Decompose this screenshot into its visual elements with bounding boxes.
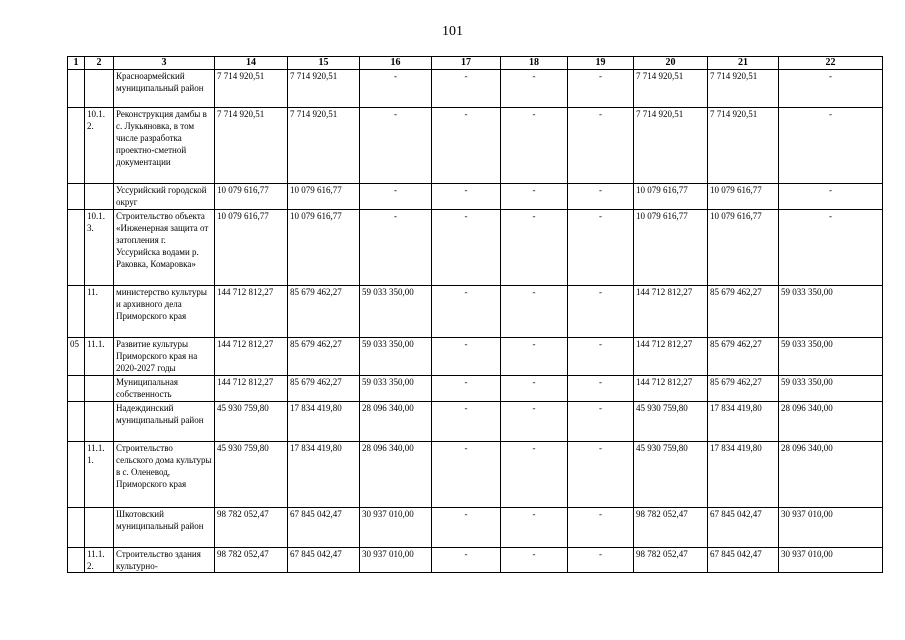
value-col-18: - — [501, 548, 568, 573]
value-col-21: 67 845 042,47 — [708, 548, 779, 573]
value-col-18: - — [501, 338, 568, 376]
column-header: 22 — [779, 57, 883, 70]
value-col-17: - — [432, 108, 501, 184]
value-col-22: 30 937 010,00 — [779, 548, 883, 573]
table-header — [68, 57, 883, 70]
value-col-22: - — [779, 108, 883, 184]
value-col-14: 45 930 759,80 — [215, 442, 288, 508]
table-row — [68, 402, 883, 442]
value-col-21: 10 079 616,77 — [708, 210, 779, 286]
table-row — [68, 108, 883, 184]
value-col-19: - — [568, 108, 634, 184]
column-header: 14 — [215, 57, 288, 70]
value-col-17: - — [432, 442, 501, 508]
value-col-17: - — [432, 402, 501, 442]
value-col-19: - — [568, 70, 634, 108]
value-col-18: - — [501, 70, 568, 108]
value-col-20: 10 079 616,77 — [634, 210, 708, 286]
value-col-19: - — [568, 210, 634, 286]
value-col-17: - — [432, 184, 501, 210]
value-col-17: - — [432, 376, 501, 402]
value-col-15: 67 845 042,47 — [288, 508, 360, 548]
value-col-22: 28 096 340,00 — [779, 402, 883, 442]
row-name-cell: Уссурийский городской округ — [114, 184, 215, 210]
value-col-15: 67 845 042,47 — [288, 548, 360, 573]
table-row — [68, 286, 883, 338]
row-code-cell — [68, 210, 85, 286]
value-col-17: - — [432, 70, 501, 108]
value-col-15: 85 679 462,27 — [288, 338, 360, 376]
column-header: 20 — [634, 57, 708, 70]
value-col-21: 85 679 462,27 — [708, 286, 779, 338]
row-code-cell: 05 — [68, 338, 85, 376]
row-number-cell — [85, 70, 114, 108]
value-col-21: 7 714 920,51 — [708, 70, 779, 108]
value-col-17: - — [432, 338, 501, 376]
table-row — [68, 508, 883, 548]
value-col-20: 7 714 920,51 — [634, 70, 708, 108]
value-col-20: 7 714 920,51 — [634, 108, 708, 184]
budget-table — [67, 56, 883, 573]
value-col-19: - — [568, 376, 634, 402]
row-name-cell: Развитие культуры Приморского края на 2020-2027 годы — [114, 338, 215, 376]
value-col-18: - — [501, 508, 568, 548]
column-header: 3 — [114, 57, 215, 70]
value-col-22: - — [779, 210, 883, 286]
value-col-20: 98 782 052,47 — [634, 548, 708, 573]
column-header: 2 — [85, 57, 114, 70]
value-col-21: 85 679 462,27 — [708, 338, 779, 376]
table-row — [68, 442, 883, 508]
value-col-16: 59 033 350,00 — [360, 286, 432, 338]
value-col-21: 17 834 419,80 — [708, 402, 779, 442]
row-number-cell: 10.1.3. — [85, 210, 114, 286]
value-col-20: 144 712 812,27 — [634, 376, 708, 402]
value-col-21: 85 679 462,27 — [708, 376, 779, 402]
row-number-cell: 11.1. — [85, 338, 114, 376]
value-col-22: 59 033 350,00 — [779, 338, 883, 376]
table-row — [68, 338, 883, 376]
row-code-cell — [68, 548, 85, 573]
value-col-14: 144 712 812,27 — [215, 286, 288, 338]
value-col-17: - — [432, 210, 501, 286]
row-number-cell: 11.1.2. — [85, 548, 114, 573]
value-col-15: 10 079 616,77 — [288, 210, 360, 286]
row-name-cell: Строительство сельского дома культуры в с. Оленевод, Приморского края — [114, 442, 215, 508]
value-col-16: 59 033 350,00 — [360, 376, 432, 402]
value-col-15: 7 714 920,51 — [288, 108, 360, 184]
row-number-cell — [85, 402, 114, 442]
value-col-18: - — [501, 442, 568, 508]
value-col-22: - — [779, 70, 883, 108]
value-col-18: - — [501, 108, 568, 184]
table-row — [68, 184, 883, 210]
value-col-18: - — [501, 402, 568, 442]
row-name-cell: Строительство здания культурно- — [114, 548, 215, 573]
table-body — [68, 70, 883, 573]
table-row — [68, 548, 883, 573]
value-col-22: 59 033 350,00 — [779, 286, 883, 338]
row-code-cell — [68, 108, 85, 184]
value-col-22: 59 033 350,00 — [779, 376, 883, 402]
value-col-20: 45 930 759,80 — [634, 442, 708, 508]
value-col-14: 144 712 812,27 — [215, 376, 288, 402]
value-col-19: - — [568, 286, 634, 338]
column-header: 15 — [288, 57, 360, 70]
table-row — [68, 210, 883, 286]
value-col-21: 17 834 419,80 — [708, 442, 779, 508]
value-col-14: 98 782 052,47 — [215, 508, 288, 548]
value-col-19: - — [568, 508, 634, 548]
row-number-cell: 11.1.1. — [85, 442, 114, 508]
row-code-cell — [68, 376, 85, 402]
value-col-20: 45 930 759,80 — [634, 402, 708, 442]
value-col-19: - — [568, 402, 634, 442]
value-col-20: 144 712 812,27 — [634, 286, 708, 338]
value-col-17: - — [432, 548, 501, 573]
value-col-14: 7 714 920,51 — [215, 108, 288, 184]
table-row — [68, 376, 883, 402]
row-name-cell: Надеждинский муниципальный район — [114, 402, 215, 442]
value-col-15: 17 834 419,80 — [288, 442, 360, 508]
value-col-16: - — [360, 70, 432, 108]
column-header: 1 — [68, 57, 85, 70]
value-col-14: 7 714 920,51 — [215, 70, 288, 108]
value-col-14: 10 079 616,77 — [215, 210, 288, 286]
value-col-18: - — [501, 184, 568, 210]
row-number-cell: 11. — [85, 286, 114, 338]
value-col-16: 59 033 350,00 — [360, 338, 432, 376]
value-col-16: 30 937 010,00 — [360, 548, 432, 573]
value-col-16: 28 096 340,00 — [360, 442, 432, 508]
row-code-cell — [68, 286, 85, 338]
value-col-22: - — [779, 184, 883, 210]
row-name-cell: Реконструкция дамбы в с. Лукьяновка, в том числе разработка проектно-сметной документации — [114, 108, 215, 184]
table-row — [68, 70, 883, 108]
value-col-21: 67 845 042,47 — [708, 508, 779, 548]
value-col-19: - — [568, 338, 634, 376]
value-col-15: 7 714 920,51 — [288, 70, 360, 108]
value-col-18: - — [501, 210, 568, 286]
row-code-cell — [68, 70, 85, 108]
value-col-19: - — [568, 184, 634, 210]
row-code-cell — [68, 184, 85, 210]
value-col-14: 45 930 759,80 — [215, 402, 288, 442]
row-code-cell — [68, 402, 85, 442]
row-number-cell — [85, 376, 114, 402]
row-number-cell: 10.1.2. — [85, 108, 114, 184]
page-number: 101 — [442, 24, 463, 39]
value-col-17: - — [432, 508, 501, 548]
value-col-22: 30 937 010,00 — [779, 508, 883, 548]
row-name-cell: Строительство объекта «Инженерная защита от затопления г. Уссурийска водами р. Раковка, Комаровка» — [114, 210, 215, 286]
value-col-15: 10 079 616,77 — [288, 184, 360, 210]
value-col-21: 7 714 920,51 — [708, 108, 779, 184]
value-col-14: 10 079 616,77 — [215, 184, 288, 210]
row-code-cell — [68, 508, 85, 548]
value-col-16: 30 937 010,00 — [360, 508, 432, 548]
column-header: 19 — [568, 57, 634, 70]
column-header: 21 — [708, 57, 779, 70]
value-col-16: - — [360, 184, 432, 210]
value-col-17: - — [432, 286, 501, 338]
value-col-20: 98 782 052,47 — [634, 508, 708, 548]
value-col-16: - — [360, 210, 432, 286]
row-name-cell: Муниципальная собственность — [114, 376, 215, 402]
value-col-19: - — [568, 548, 634, 573]
value-col-15: 85 679 462,27 — [288, 376, 360, 402]
value-col-14: 98 782 052,47 — [215, 548, 288, 573]
value-col-18: - — [501, 286, 568, 338]
row-name-cell: Шкотовский муниципальный район — [114, 508, 215, 548]
value-col-21: 10 079 616,77 — [708, 184, 779, 210]
value-col-14: 144 712 812,27 — [215, 338, 288, 376]
value-col-20: 10 079 616,77 — [634, 184, 708, 210]
value-col-20: 144 712 812,27 — [634, 338, 708, 376]
value-col-22: 28 096 340,00 — [779, 442, 883, 508]
row-number-cell — [85, 508, 114, 548]
column-header: 18 — [501, 57, 568, 70]
value-col-16: - — [360, 108, 432, 184]
value-col-15: 17 834 419,80 — [288, 402, 360, 442]
value-col-19: - — [568, 442, 634, 508]
column-header: 17 — [432, 57, 501, 70]
row-number-cell — [85, 184, 114, 210]
header-row — [68, 57, 883, 70]
row-name-cell: министерство культуры и архивного дела Приморского края — [114, 286, 215, 338]
value-col-15: 85 679 462,27 — [288, 286, 360, 338]
row-code-cell — [68, 442, 85, 508]
column-header: 16 — [360, 57, 432, 70]
row-name-cell: Красноармейский муниципальный район — [114, 70, 215, 108]
value-col-16: 28 096 340,00 — [360, 402, 432, 442]
value-col-18: - — [501, 376, 568, 402]
